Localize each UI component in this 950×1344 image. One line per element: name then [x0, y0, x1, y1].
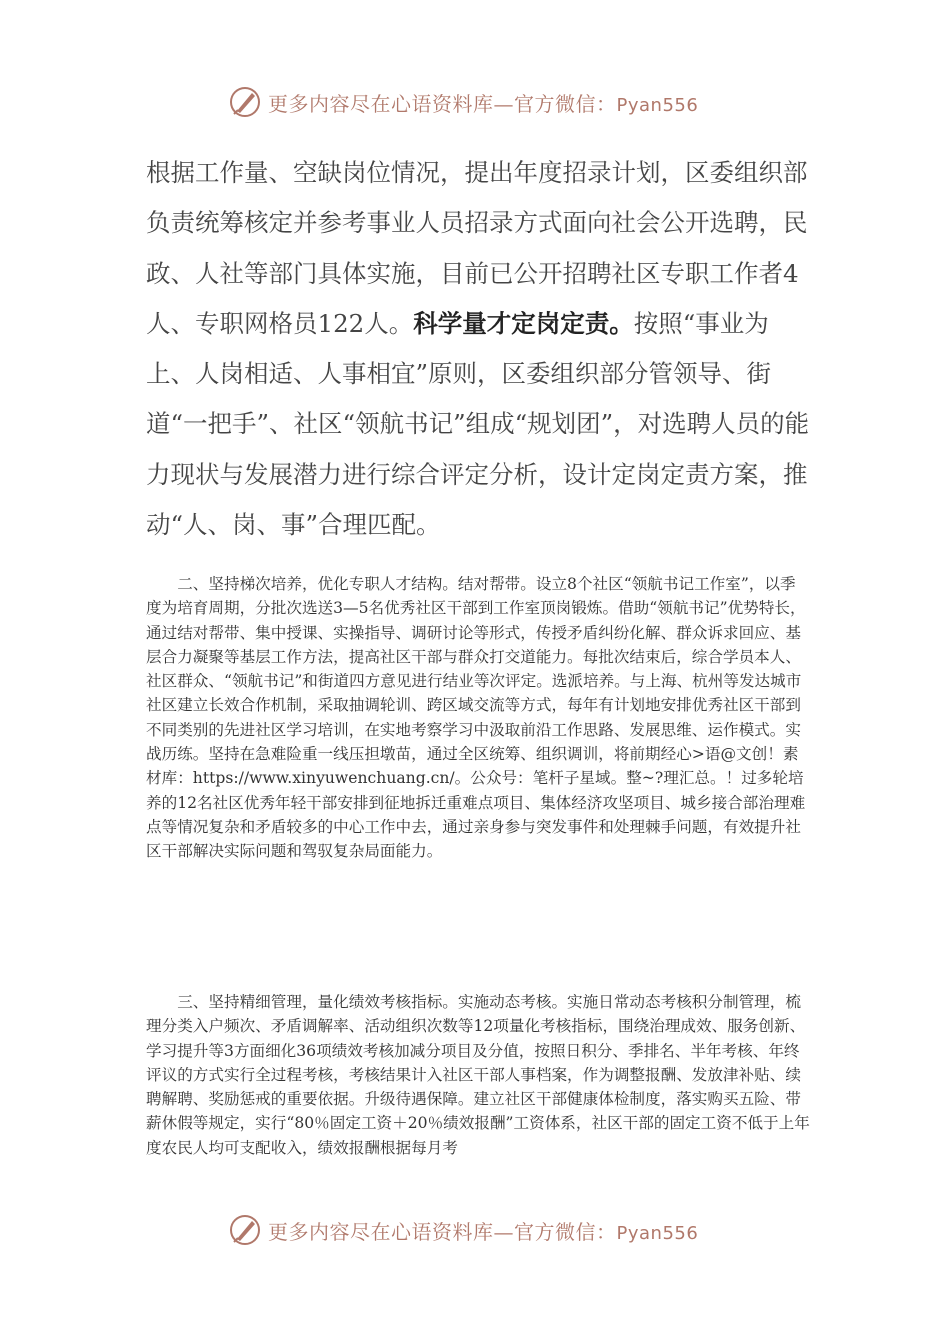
body-large-paragraph-2: 按照“事业为上、人岗相适、人事相宜”原则，区委组织部分管领导、街道“一把手”、社区“领航书记”组成“规划团”，对选聘人员的能力现状与发展潜力进行综合评定分析，设计定岗定责方案，推动“人、岗、事”合理匹配。: [146, 308, 810, 540]
banner-wechat-id: Pyan556: [616, 94, 699, 116]
banner-text: 更多内容尽在心语资料库—官方微信：: [268, 1219, 617, 1244]
banner-wechat-id: Pyan556: [616, 1222, 699, 1244]
paragraph-2: [146, 572, 810, 864]
paragraph-3-text: 三、坚持精细管理，量化绩效考核指标。实施动态考核。实施日常动态考核积分制管理，梳理分类入户频次、矛盾调解率、活动组织次数等12项量化考核指标，围绕治理成效、服务创新、学习提升等3方面细化36项绩效考核加减分项目及分值，按照日积分、季排名、半年考核、年终评议的方式实行全过程考核，考核结果计入社区干部人事档案，作为调整报酬、发放津补贴、续聘解聘、奖励惩戒的重要依据。升级待遇保障。建立社区干部健康体检制度，落实购买五险、带薪休假等规定，实行“80％固定工资＋20％绩效报酬”工资体系，社区干部的固定工资不低于上年度农民人均可支配收入，绩效报酬根据每月考: [146, 993, 810, 1157]
body-large-paragraph: 根据工作量、空缺岗位情况，提出年度招录计划，区委组织部负责统筹核定并参考事业人员招录方式面向社会公开选聘，民政、人社等部门具体实施，目前已公开招聘社区专职工作者4人、专职网格员122人。: [146, 158, 808, 338]
banner-text: 更多内容尽在心语资料库—官方微信：: [268, 91, 617, 116]
quill-pen-icon: [228, 85, 262, 119]
quill-pen-icon: [228, 1213, 262, 1247]
header-banner: [228, 84, 748, 120]
paragraph-2-text: 二、坚持梯次培养，优化专职人才结构。结对帮带。设立8个社区“领航书记工作室”，以季度为培育周期，分批次选送3—5名优秀社区干部到工作室顶岗锻炼。借助“领航书记”优势特长，通过结对帮带、集中授课、实操指导、调研讨论等形式，传授矛盾纠纷化解、群众诉求回应、基层合力凝聚等基层工作方法，提高社区干部与群众打交道能力。每批次结束后，综合学员本人、社区群众、“领航书记”和街道四方意见进行结业等次评定。选派培养。与上海、杭州等发达城市社区建立长效合作机制，采取抽调轮训、跨区域交流等方式，每年有计划地安排优秀社区干部到不同类别的先进社区学习培训，在实地考察学习中汲取前沿工作思路、发展思维、运作模式。实战历练。坚持在急难险重一线压担墩苗，通过全区统筹、组织调训，将前期经心>语@文创！素材库：https://www.xinyuwenchuang.cn/。公众号：笔杆子星域。整~?理汇总。！过多轮培养的12名社区优秀年轻干部安排到征地拆迁重难点项目、集体经济攻坚项目、城乡接合部治理难点等情况复杂和矛盾较多的中心工作中去，通过亲身参与突发事件和处理棘手问题，有效提升社区干部解决实际问题和驾驭复杂局面能力。: [146, 575, 806, 861]
bold-heading: 科学量才定岗定责。: [413, 308, 634, 338]
paragraph-3: [146, 990, 810, 1160]
body-large-text: [146, 148, 816, 550]
footer-banner: [228, 1212, 748, 1248]
